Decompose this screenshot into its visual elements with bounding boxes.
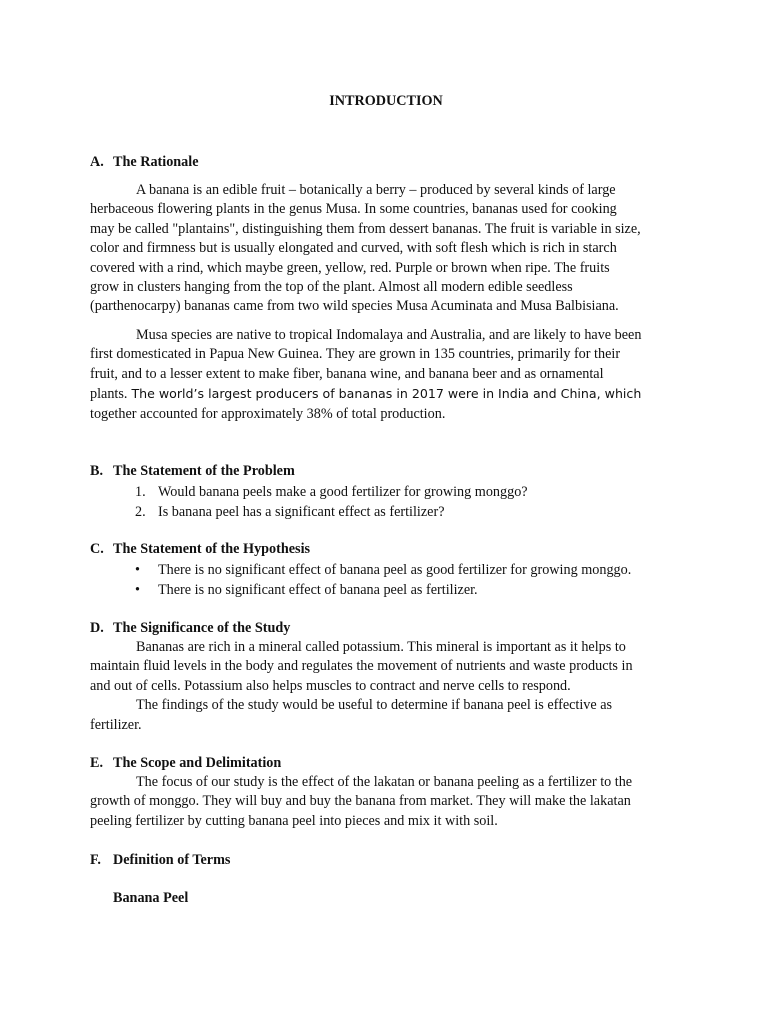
- section-heading-hypothesis: [90, 541, 310, 558]
- paragraph-line: The findings of the study would be useful to determine if banana peel is effective as: [136, 697, 613, 714]
- pasted-text: The world’s largest producers of bananas in 2017 were in India and China, which: [127, 386, 642, 402]
- paragraph-line: peeling fertilizer by cutting banana peel into pieces and mix it with soil.: [90, 812, 498, 829]
- section-heading-definitions: [90, 852, 230, 869]
- rationale-paragraph-2: [90, 326, 690, 424]
- bullet-icon: •: [135, 582, 140, 598]
- section-letter: E.: [90, 755, 104, 771]
- paragraph-line: first domesticated in Papua New Guinea. They are grown in 135 countries, primarily for their: [90, 346, 621, 363]
- paragraph-line: herbaceous flowering plants in the genus Musa. In some countries, bananas used for cooking: [90, 201, 617, 218]
- section-heading-scope: [90, 755, 281, 772]
- list-marker: 1.: [135, 484, 146, 500]
- section-letter: C.: [90, 541, 104, 557]
- list-marker: 2.: [135, 504, 146, 520]
- list-item: [135, 580, 631, 600]
- rationale-paragraph-1: [90, 181, 690, 317]
- paragraph-line: Musa species are native to tropical Indomalaya and Australia, and are likely to have been: [136, 327, 642, 343]
- section-heading-rationale: [90, 154, 199, 171]
- section-heading-problem: [90, 463, 295, 480]
- paragraph-line: together accounted for approximately 38% of total production.: [90, 405, 446, 422]
- paragraph-line: may be called "plantains", distinguishing them from dessert bananas. The fruit is variable in size,: [90, 220, 641, 237]
- list-item-text: There is no significant effect of banana peel as good fertilizer for growing monggo.: [158, 562, 632, 578]
- paragraph-line: fertilizer.: [90, 716, 142, 733]
- paragraph-line: (parthenocarpy) bananas came from two wild species Musa Acuminata and Musa Balbisiana.: [90, 298, 619, 315]
- section-title: Definition of Terms: [113, 852, 231, 868]
- section-letter: B.: [90, 463, 104, 479]
- list-item: [135, 560, 631, 580]
- paragraph-line: fruit, and to a lesser extent to make fiber, banana wine, and banana beer and as ornamental: [90, 365, 604, 382]
- list-item-text: Is banana peel has a significant effect as fertilizer?: [158, 504, 445, 520]
- section-title: The Statement of the Problem: [113, 463, 295, 479]
- list-item-text: Would banana peels make a good fertilizer for growing monggo?: [158, 484, 528, 500]
- list-item: [135, 502, 528, 522]
- page-title: INTRODUCTION: [329, 93, 443, 109]
- paragraph-line: [90, 384, 690, 404]
- section-title: The Statement of the Hypothesis: [113, 541, 311, 557]
- paragraph-line: growth of monggo. They will buy and buy the banana from market. They will make the lakatan: [90, 793, 631, 810]
- paragraph-line: covered with a rind, which maybe green, yellow, red. Purple or brown when ripe. The fruits: [90, 259, 610, 276]
- section-letter: D.: [90, 620, 104, 636]
- term-banana-peel: Banana Peel: [113, 890, 189, 906]
- paragraph-line: Bananas are rich in a mineral called potassium. This mineral is important as it helps to: [136, 639, 626, 655]
- section-heading-significance: [90, 620, 290, 637]
- list-item: [135, 482, 528, 502]
- section-title: The Significance of the Study: [113, 620, 291, 636]
- paragraph-line: and out of cells. Potassium also helps muscles to contract and nerve cells to respond.: [90, 677, 571, 694]
- list-item-text: There is no significant effect of banana peel as fertilizer.: [158, 582, 478, 598]
- section-title: The Scope and Delimitation: [113, 755, 282, 771]
- paragraph-line: color and firmness but is usually elongated and curved, with soft flesh which is rich in starch: [90, 240, 617, 257]
- line-start: plants.: [90, 386, 128, 403]
- section-title: The Rationale: [113, 154, 199, 170]
- paragraph-line: A banana is an edible fruit – botanically a berry – produced by several kinds of large: [136, 182, 616, 198]
- significance-paragraph: [90, 638, 690, 735]
- bullet-icon: •: [135, 562, 140, 578]
- paragraph-line: The focus of our study is the effect of the lakatan or banana peeling as a fertilizer to the: [136, 774, 633, 790]
- paragraph-line: maintain fluid levels in the body and regulates the movement of nutrients and waste products in: [90, 658, 633, 675]
- section-letter: F.: [90, 852, 101, 868]
- section-letter: A.: [90, 154, 104, 170]
- scope-paragraph: [90, 773, 690, 831]
- hypothesis-list: [135, 560, 631, 600]
- problem-list: [135, 482, 528, 522]
- paragraph-line: grow in clusters hanging from the top of the plant. Almost all modern edible seedless: [90, 279, 573, 296]
